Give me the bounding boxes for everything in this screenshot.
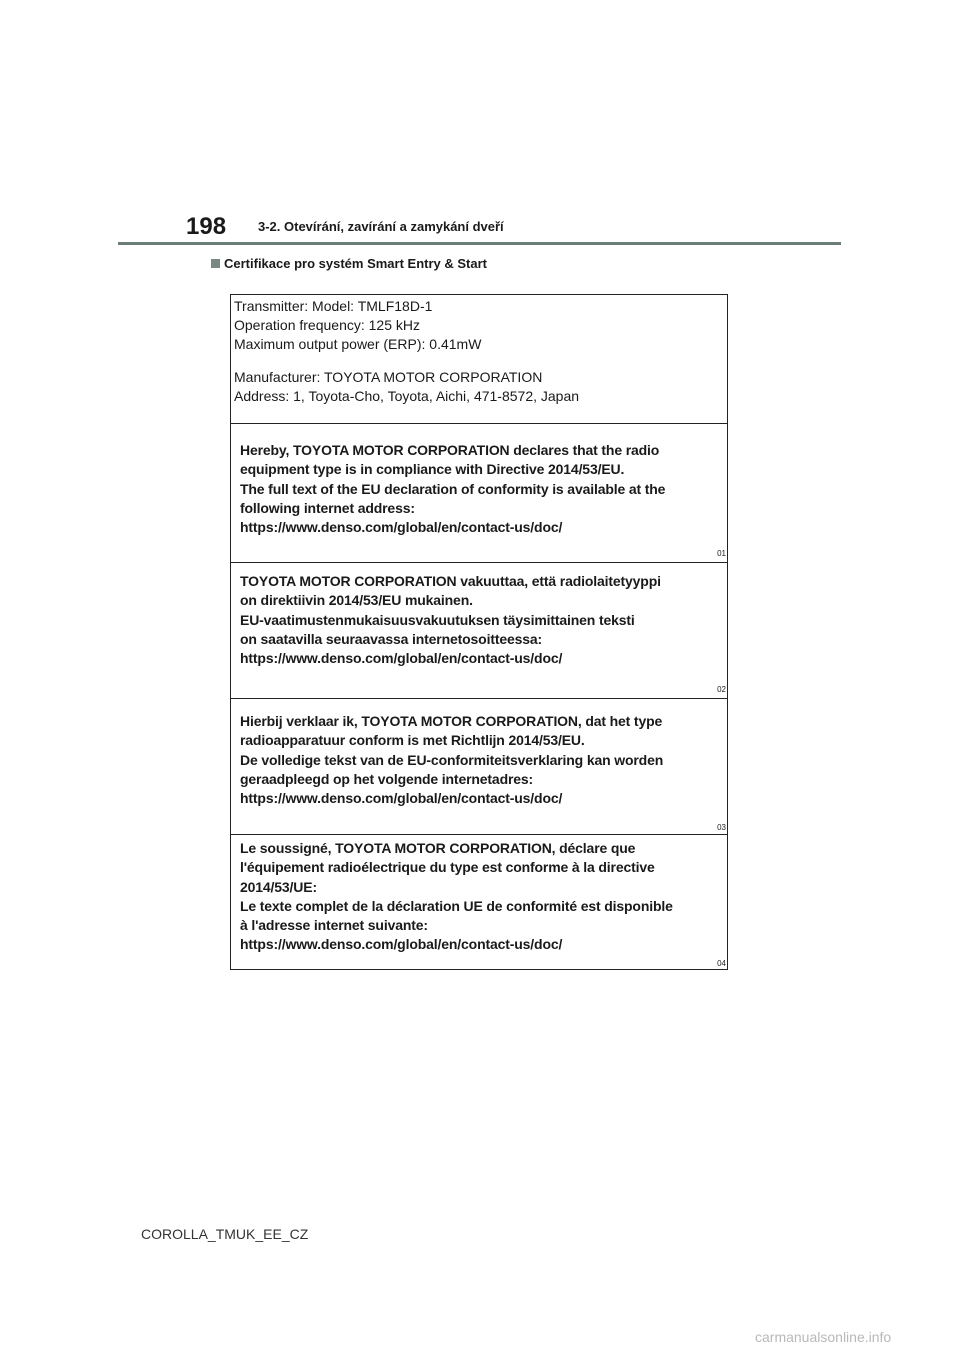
declaration-code: 03: [717, 823, 726, 832]
declaration-line: à l'adresse internet suivante:: [240, 917, 428, 934]
declaration-line: radioapparatuur conform is met Richtlijn 2014/53/EU.: [240, 732, 585, 749]
declaration-line: l'équipement radioélectrique du type est conforme à la directive: [240, 859, 655, 876]
declaration-block-fr: [231, 835, 727, 969]
transmitter-line: Operation frequency: 125 kHz: [234, 317, 420, 333]
transmitter-info: [231, 295, 727, 423]
declaration-line: https://www.denso.com/global/en/contact-us/doc/: [240, 650, 563, 667]
certificate-label: [230, 294, 728, 970]
transmitter-line: Maximum output power (ERP): 0.41mW: [234, 336, 482, 352]
declaration-line: 2014/53/UE:: [240, 878, 317, 895]
declaration-line: Hereby, TOYOTA MOTOR CORPORATION declares that the radio: [240, 442, 660, 458]
page-number: 198: [186, 213, 227, 240]
declaration-line: The full text of the EU declaration of conformity is available at the: [240, 480, 666, 497]
declaration-line: EU-vaatimustenmukaisuusvakuutuksen täysimittainen teksti: [240, 611, 635, 628]
declaration-line: following internet address:: [240, 499, 415, 516]
document-code: COROLLA_TMUK_EE_CZ: [141, 1226, 309, 1242]
declaration-line: on saatavilla seuraavassa internetosoitteessa:: [240, 630, 543, 647]
subheading: [211, 256, 487, 271]
subheading-text: Certifikace pro systém Smart Entry & Start: [224, 256, 487, 271]
declaration-line: equipment type is in compliance with Directive 2014/53/EU.: [240, 461, 625, 478]
declaration-line: Le soussigné, TOYOTA MOTOR CORPORATION, déclare que: [240, 840, 636, 856]
square-bullet-icon: [211, 259, 220, 268]
section-divider: [231, 423, 727, 424]
manufacturer-line: Address: 1, Toyota-Cho, Toyota, Aichi, 471-8572, Japan: [234, 388, 580, 404]
section-title: 3-2. Otevírání, zavírání a zamykání dveří: [258, 219, 504, 234]
declaration-block-en: [231, 425, 727, 557]
declaration-line: https://www.denso.com/global/en/contact-us/doc/: [240, 790, 563, 807]
declaration-line: https://www.denso.com/global/en/contact-us/doc/: [240, 936, 563, 953]
declaration-line: geraadpleegd op het volgende internetadres:: [240, 770, 534, 787]
declaration-line: on direktiivin 2014/53/EU mukainen.: [240, 592, 473, 609]
declaration-block-nl: [231, 699, 727, 831]
declaration-block-fi: [231, 563, 727, 695]
declaration-code: 04: [717, 959, 726, 968]
header-divider: [118, 242, 841, 245]
declaration-code: 01: [717, 549, 726, 558]
transmitter-line: Transmitter: Model: TMLF18D-1: [234, 298, 433, 314]
watermark: carmanualsonline.info: [755, 1329, 892, 1345]
declaration-code: 02: [717, 685, 726, 694]
declaration-line: TOYOTA MOTOR CORPORATION vakuuttaa, että radiolaitetyyppi: [240, 573, 661, 589]
declaration-line: https://www.denso.com/global/en/contact-us/doc/: [240, 519, 563, 536]
declaration-line: Hierbij verklaar ik, TOYOTA MOTOR CORPORATION, dat het type: [240, 713, 663, 729]
declaration-line: Le texte complet de la déclaration UE de conformité est disponible: [240, 897, 673, 914]
manufacturer-line: Manufacturer: TOYOTA MOTOR CORPORATION: [234, 369, 543, 385]
declaration-line: De volledige tekst van de EU-conformiteitsverklaring kan worden: [240, 751, 664, 768]
